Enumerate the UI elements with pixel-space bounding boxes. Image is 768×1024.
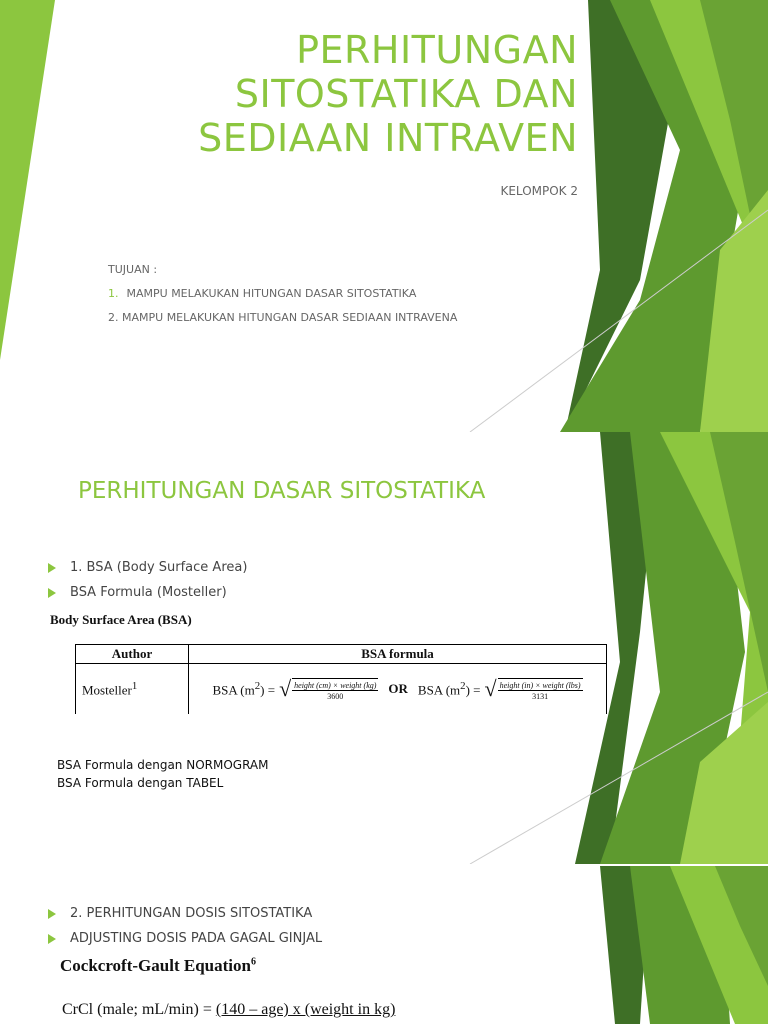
bsa-notes [57, 756, 269, 792]
lhs-text: BSA (m [417, 682, 461, 698]
radical-icon: √ [279, 676, 292, 701]
triangle-bullet-icon [48, 563, 56, 573]
equation-lhs: CrCl (male; mL/min) = [62, 1001, 216, 1018]
slide1-subtitle: KELOMPOK 2 [500, 184, 578, 198]
note-line: BSA Formula dengan TABEL [57, 776, 224, 790]
lhs-end: ) = [465, 682, 481, 698]
bullet-item [48, 555, 247, 580]
equation-ref: 6 [250, 956, 256, 968]
title-line: SEDIAAN INTRAVEN [198, 116, 578, 160]
lhs-sup: 2 [460, 679, 466, 692]
goal-text: MAMPU MELAKUKAN HITUNGAN DASAR SEDIAAN INTRAVENA [122, 311, 458, 324]
bullet-text: BSA Formula (Mosteller) [70, 585, 227, 600]
bsa-table [75, 644, 607, 714]
goal-number: 2. [108, 311, 119, 324]
triangle-bullet-icon [48, 909, 56, 919]
table-row [76, 664, 607, 715]
bullet-item [48, 901, 322, 926]
sqrt-metric [279, 678, 378, 701]
cockcroft-gault-equation [62, 1001, 395, 1019]
bullet-item [48, 926, 322, 951]
goals-heading: TUJUAN : [108, 263, 158, 276]
fraction-denominator: 3131 [532, 691, 549, 701]
equation-title-text: Cockcroft-Gault Equation [60, 956, 251, 975]
lhs-sup: 2 [254, 679, 261, 692]
bsa-formula [195, 678, 600, 701]
goal-number: 1. [108, 287, 119, 300]
fraction-metric [292, 678, 378, 701]
header-formula: BSA formula [189, 645, 607, 664]
cell-author [76, 664, 189, 715]
lhs-text: BSA (m [212, 682, 255, 698]
author-ref: 1 [131, 679, 138, 692]
table-caption: Body Surface Area (BSA) [50, 612, 192, 627]
slide3-bullet-list [48, 901, 322, 951]
slide1-title [198, 28, 578, 160]
triangle-bullet-icon [48, 588, 56, 598]
title-line: SITOSTATIKA DAN [234, 72, 578, 116]
slide2-title: PERHITUNGAN DASAR SITOSTATIKA [78, 478, 486, 504]
triangle-bullet-icon [48, 934, 56, 944]
title-line: PERHITUNGAN [296, 28, 578, 72]
cell-formula [189, 664, 607, 715]
or-label: OR [388, 681, 408, 696]
author-name: Mosteller [82, 682, 132, 698]
slide2-bullet-list [48, 555, 247, 605]
bullet-item [48, 580, 247, 605]
formula-lhs [418, 680, 481, 698]
bullet-text: ADJUSTING DOSIS PADA GAGAL GINJAL [70, 931, 323, 946]
goal-item [108, 306, 457, 330]
fraction-imperial [498, 678, 583, 701]
bullet-text: 1. BSA (Body Surface Area) [70, 560, 248, 575]
goal-item [108, 282, 457, 306]
slide-dosis [0, 866, 768, 1024]
formula-lhs [212, 680, 275, 698]
header-author: Author [76, 645, 189, 664]
fraction-numerator: height (cm) × weight (kg) [294, 680, 377, 690]
equation-title [60, 956, 256, 976]
note-line: BSA Formula dengan NORMOGRAM [57, 758, 269, 772]
radical-icon: √ [484, 676, 497, 701]
fraction-numerator: height (in) × weight (lbs) [499, 680, 581, 690]
sqrt-imperial [485, 678, 583, 701]
slide-bsa [0, 432, 768, 864]
goals-block [108, 258, 457, 330]
fraction-denominator: 3600 [327, 691, 344, 701]
table-header-row [76, 645, 607, 664]
goal-text: MAMPU MELAKUKAN HITUNGAN DASAR SITOSTATIKA [126, 287, 417, 300]
bullet-text: 2. PERHITUNGAN DOSIS SITOSTATIKA [70, 906, 313, 921]
slide-title [0, 0, 768, 432]
equation-rhs: (140 – age) x (weight in kg) [215, 1001, 396, 1018]
lhs-end: ) = [260, 682, 276, 698]
